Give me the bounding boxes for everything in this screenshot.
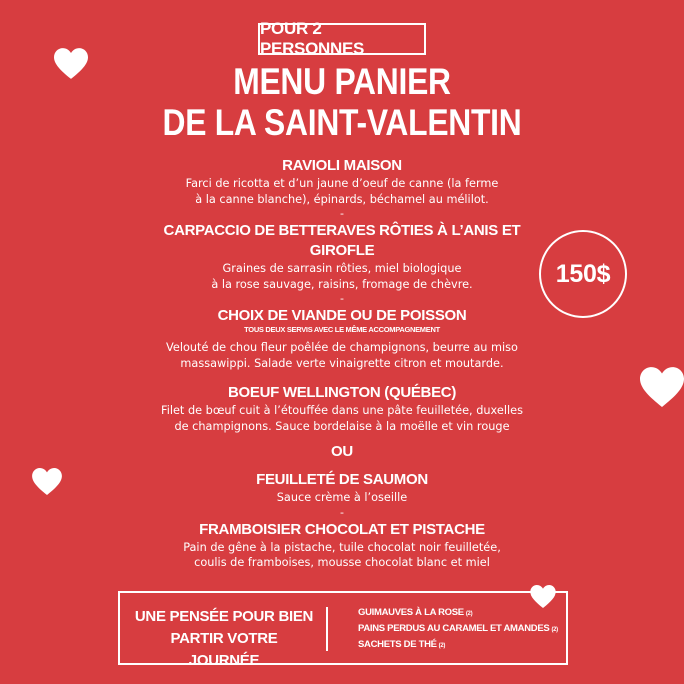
extras-tagline — [134, 606, 314, 672]
heart-icon — [640, 367, 684, 407]
dish-description: massawippi. Salade verte vinaigrette citron et moutarde. — [180, 356, 504, 370]
dish-description: Graines de sarrasin rôties, miel biologique — [222, 262, 462, 275]
extras-item: PAINS PERDUS AU CARAMEL ET AMANDES $^{(2)}$ — [358, 623, 558, 634]
dish-name: FEUILLETÉ DE SAUMON — [256, 471, 428, 488]
dish-name: CHOIX DE VIANDE OU DE POISSON — [217, 307, 467, 324]
dish-description: Pain de gêne à la pistache, tuile chocolat noir feuilletée, — [183, 540, 501, 554]
title-line-2: DE LA SAINT-VALENTIN — [162, 102, 522, 143]
extras-box — [118, 591, 568, 669]
dish-description: à la rose sauvage, raisins, fromage de chèvre. — [211, 277, 473, 291]
dish-description: Sauce crème à l’oseille — [276, 491, 408, 504]
dish-name: BOEUF WELLINGTON (QUÉBEC) — [227, 384, 457, 401]
people-badge: POUR 2 PERSONNES — [258, 23, 426, 55]
heart-icon — [32, 468, 62, 495]
heart-icon — [54, 48, 88, 79]
menu-list — [140, 156, 544, 571]
tagline-line: UNE PENSÉE POUR BIEN — [134, 608, 314, 625]
divider — [326, 607, 328, 651]
tagline-line: PARTIR VOTRE JOURNÉE — [170, 630, 278, 669]
dish-description: à la canne blanche), épinards, béchamel au mélilot. — [195, 192, 489, 206]
title-line-1: MENU PANIER — [233, 61, 451, 102]
dish-description: Velouté de chou fleur poêlée de champignons, beurre au miso — [166, 341, 518, 354]
separator: - — [340, 505, 344, 519]
dish-description: Farci de ricotta et d’un jaune d’oeuf de canne (la ferme — [185, 177, 499, 190]
or-label: OU — [331, 443, 353, 460]
dish-name: FRAMBOISIER CHOCOLAT ET PISTACHE — [199, 520, 485, 538]
dish-name: CARPACCIO DE BETTERAVES RÔTIES À L’ANIS ET GIROFLE — [163, 222, 521, 259]
dish-description: de champignons. Sauce bordelaise à la moëlle et vin rouge — [174, 419, 510, 433]
dish-description: Filet de bœuf cuit à l’étouffée dans une pâte feuilletée, duxelles — [161, 404, 523, 417]
dish-description: coulis de framboises, mousse chocolat blanc et miel — [194, 556, 490, 569]
dish-name: RAVIOLI MAISON — [282, 157, 402, 174]
extras-item: GUIMAUVES À LA ROSE $^{(2)}$ — [358, 607, 473, 618]
dish-note: TOUS DEUX SERVIS AVEC LE MÊME ACCOMPAGNEMENT — [244, 325, 440, 334]
separator: - — [340, 292, 344, 305]
extras-list — [358, 605, 558, 653]
price-badge: 150$ — [539, 230, 627, 318]
separator: - — [340, 207, 344, 220]
extras-item: SACHETS DE THÉ $^{(2)}$ — [358, 639, 446, 650]
